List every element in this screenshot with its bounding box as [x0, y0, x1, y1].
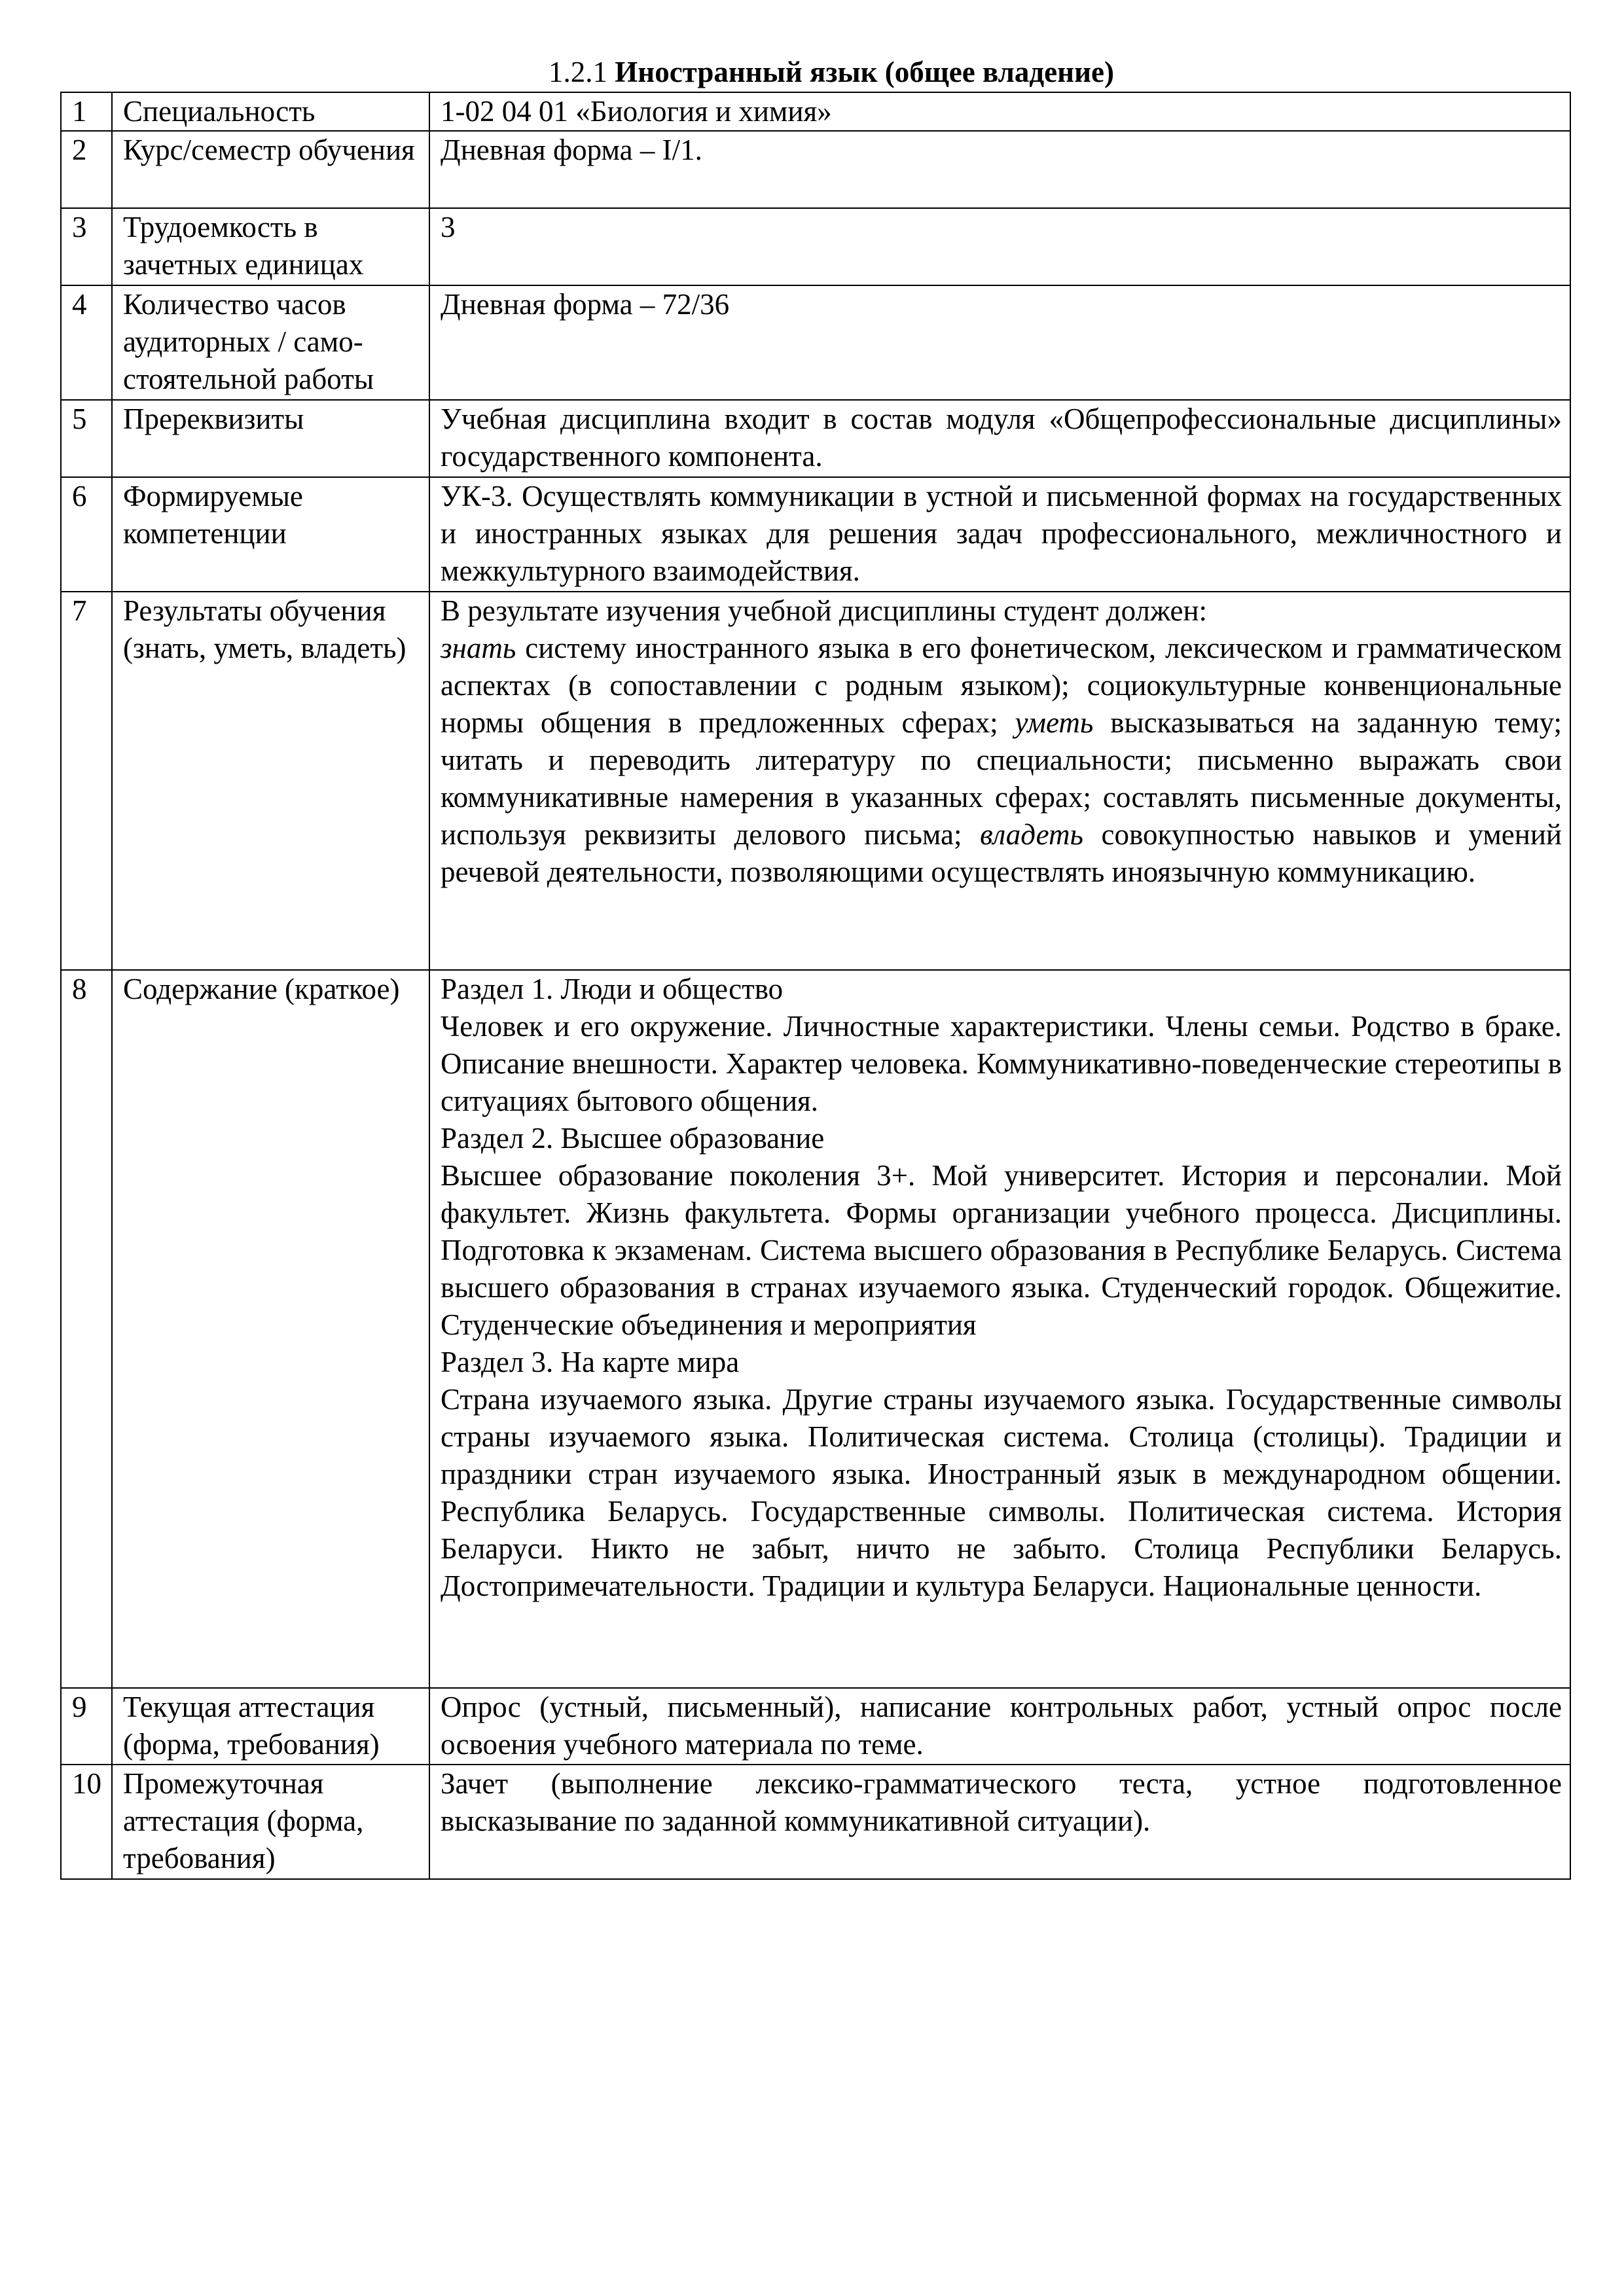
row-number: 9	[61, 1688, 112, 1765]
table-row	[61, 131, 1570, 208]
table-row	[61, 400, 1570, 477]
row-value: УК-3. Осуществлять коммуникации в устной и письменной формах на государственных и иностранных языках для решения задач профессионального, межличностного и межкультурного взаимодействия.	[429, 477, 1570, 592]
know-text: систему иностранного языка в его фонетическом, лексическом и грамматическом аспектах (в сопоставлении с родным языком); социокультурные конвенциональные нормы общения в предложенных сферах;	[441, 632, 1562, 739]
row-label: Трудоемкость в зачетных единицах	[112, 208, 429, 285]
course-description-table	[60, 92, 1571, 1880]
row-number: 5	[61, 400, 112, 477]
section-2-text: Высшее образование поколения 3+. Мой университет. История и персоналии. Мой факультет. Жизнь факультета. Формы организации учебного процесса. Дисциплины. Подготовка к экзаменам. Система высшего образования в Республике Беларусь. Система высшего образования в странах изучаемого языка. Студенческий городок. Общежитие. Студенческие объединения и мероприятия	[441, 1159, 1562, 1341]
can-text: высказываться на заданную тему; читать и переводить литературу по специальности; письменно выражать свои коммуникативные намерения в указанных сферах; составлять письменные документы, используя реквизиты делового письма;	[441, 706, 1562, 851]
section-2-title: Раздел 2. Высшее образование	[441, 1122, 825, 1155]
section-3-text: Страна изучаемого языка. Другие страны изучаемого языка. Государственные символы страны изучаемого языка. Политическая система. Столица (столицы). Традиции и праздники стран изучаемого языка. Иностранный язык в международном общении. Республика Беларусь. Государственные символы. Политическая система. История Беларуси. Никто не забыт, ничто не забыто. Столица Республики Беларусь. Достопримечательности. Традиции и культура Беларуси. Национальные ценности.	[441, 1383, 1562, 1602]
row-number: 4	[61, 285, 112, 400]
row-label: Промежуточная аттестация (форма, требования)	[112, 1765, 429, 1879]
table-row	[61, 1688, 1570, 1765]
row-value: Дневная форма – I/1.	[429, 131, 1570, 208]
document-title	[93, 54, 1570, 92]
row-value: Дневная форма – 72/36	[429, 285, 1570, 400]
table-row	[61, 208, 1570, 285]
section-3-title: Раздел 3. На карте мира	[441, 1346, 740, 1378]
table-row	[61, 285, 1570, 400]
row-label: Содержание (краткое)	[112, 970, 429, 1688]
learning-outcomes-intro: В результате изучения учебной дисциплины студент должен:	[441, 594, 1208, 627]
row-label: Результаты обучения (знать, уметь, владеть)	[112, 592, 429, 970]
row-label: Курс/семестр обучения	[112, 131, 429, 208]
row-label: Формируемые компетенции	[112, 477, 429, 592]
row-number: 2	[61, 131, 112, 208]
table-row	[61, 92, 1570, 131]
table-row	[61, 1765, 1570, 1879]
row-number: 10	[61, 1765, 112, 1879]
row-label: Специальность	[112, 92, 429, 131]
row-value: Зачет (выполнение лексико-грамматического теста, устное подготовленное высказывание по заданной коммуникативной ситуации).	[429, 1765, 1570, 1879]
row-value: 1-02 04 01 «Биология и химия»	[429, 92, 1570, 131]
row-number: 7	[61, 592, 112, 970]
row-number: 1	[61, 92, 112, 131]
section-1-text: Человек и его окружение. Личностные характеристики. Члены семьи. Родство в браке. Описание внешности. Характер человека. Коммуникативно-поведенческие стереотипы в ситуациях бытового общения.	[441, 1010, 1562, 1117]
own-term: владеть	[980, 818, 1083, 851]
table-row	[61, 592, 1570, 970]
can-term: уметь	[1015, 706, 1094, 739]
know-term: знать	[441, 632, 516, 664]
table-row	[61, 477, 1570, 592]
row-value: Учебная дисциплина входит в состав модуля «Общепрофессиональные дисциплины» государственного компонента.	[429, 400, 1570, 477]
row-value: Опрос (устный, письменный), написание контрольных работ, устный опрос после освоения учебного материала по теме.	[429, 1688, 1570, 1765]
row-number: 3	[61, 208, 112, 285]
section-1-title: Раздел 1. Люди и общество	[441, 973, 784, 1005]
row-number: 6	[61, 477, 112, 592]
row-label: Количество часов аудиторных / само-стоятельной работы	[112, 285, 429, 400]
own-text: совокупностью навыков и умений речевой деятельности, позволяющими осуществлять иноязычную коммуникацию.	[441, 818, 1562, 888]
row-value	[429, 970, 1570, 1688]
title-text: Иностранный язык (общее владение)	[615, 56, 1114, 88]
table-row	[61, 970, 1570, 1688]
row-label: Текущая аттестация (форма, требования)	[112, 1688, 429, 1765]
title-number: 1.2.1	[549, 56, 608, 88]
row-value: 3	[429, 208, 1570, 285]
row-number: 8	[61, 970, 112, 1688]
row-value	[429, 592, 1570, 970]
row-label: Пререквизиты	[112, 400, 429, 477]
document-page	[60, 54, 1570, 1880]
